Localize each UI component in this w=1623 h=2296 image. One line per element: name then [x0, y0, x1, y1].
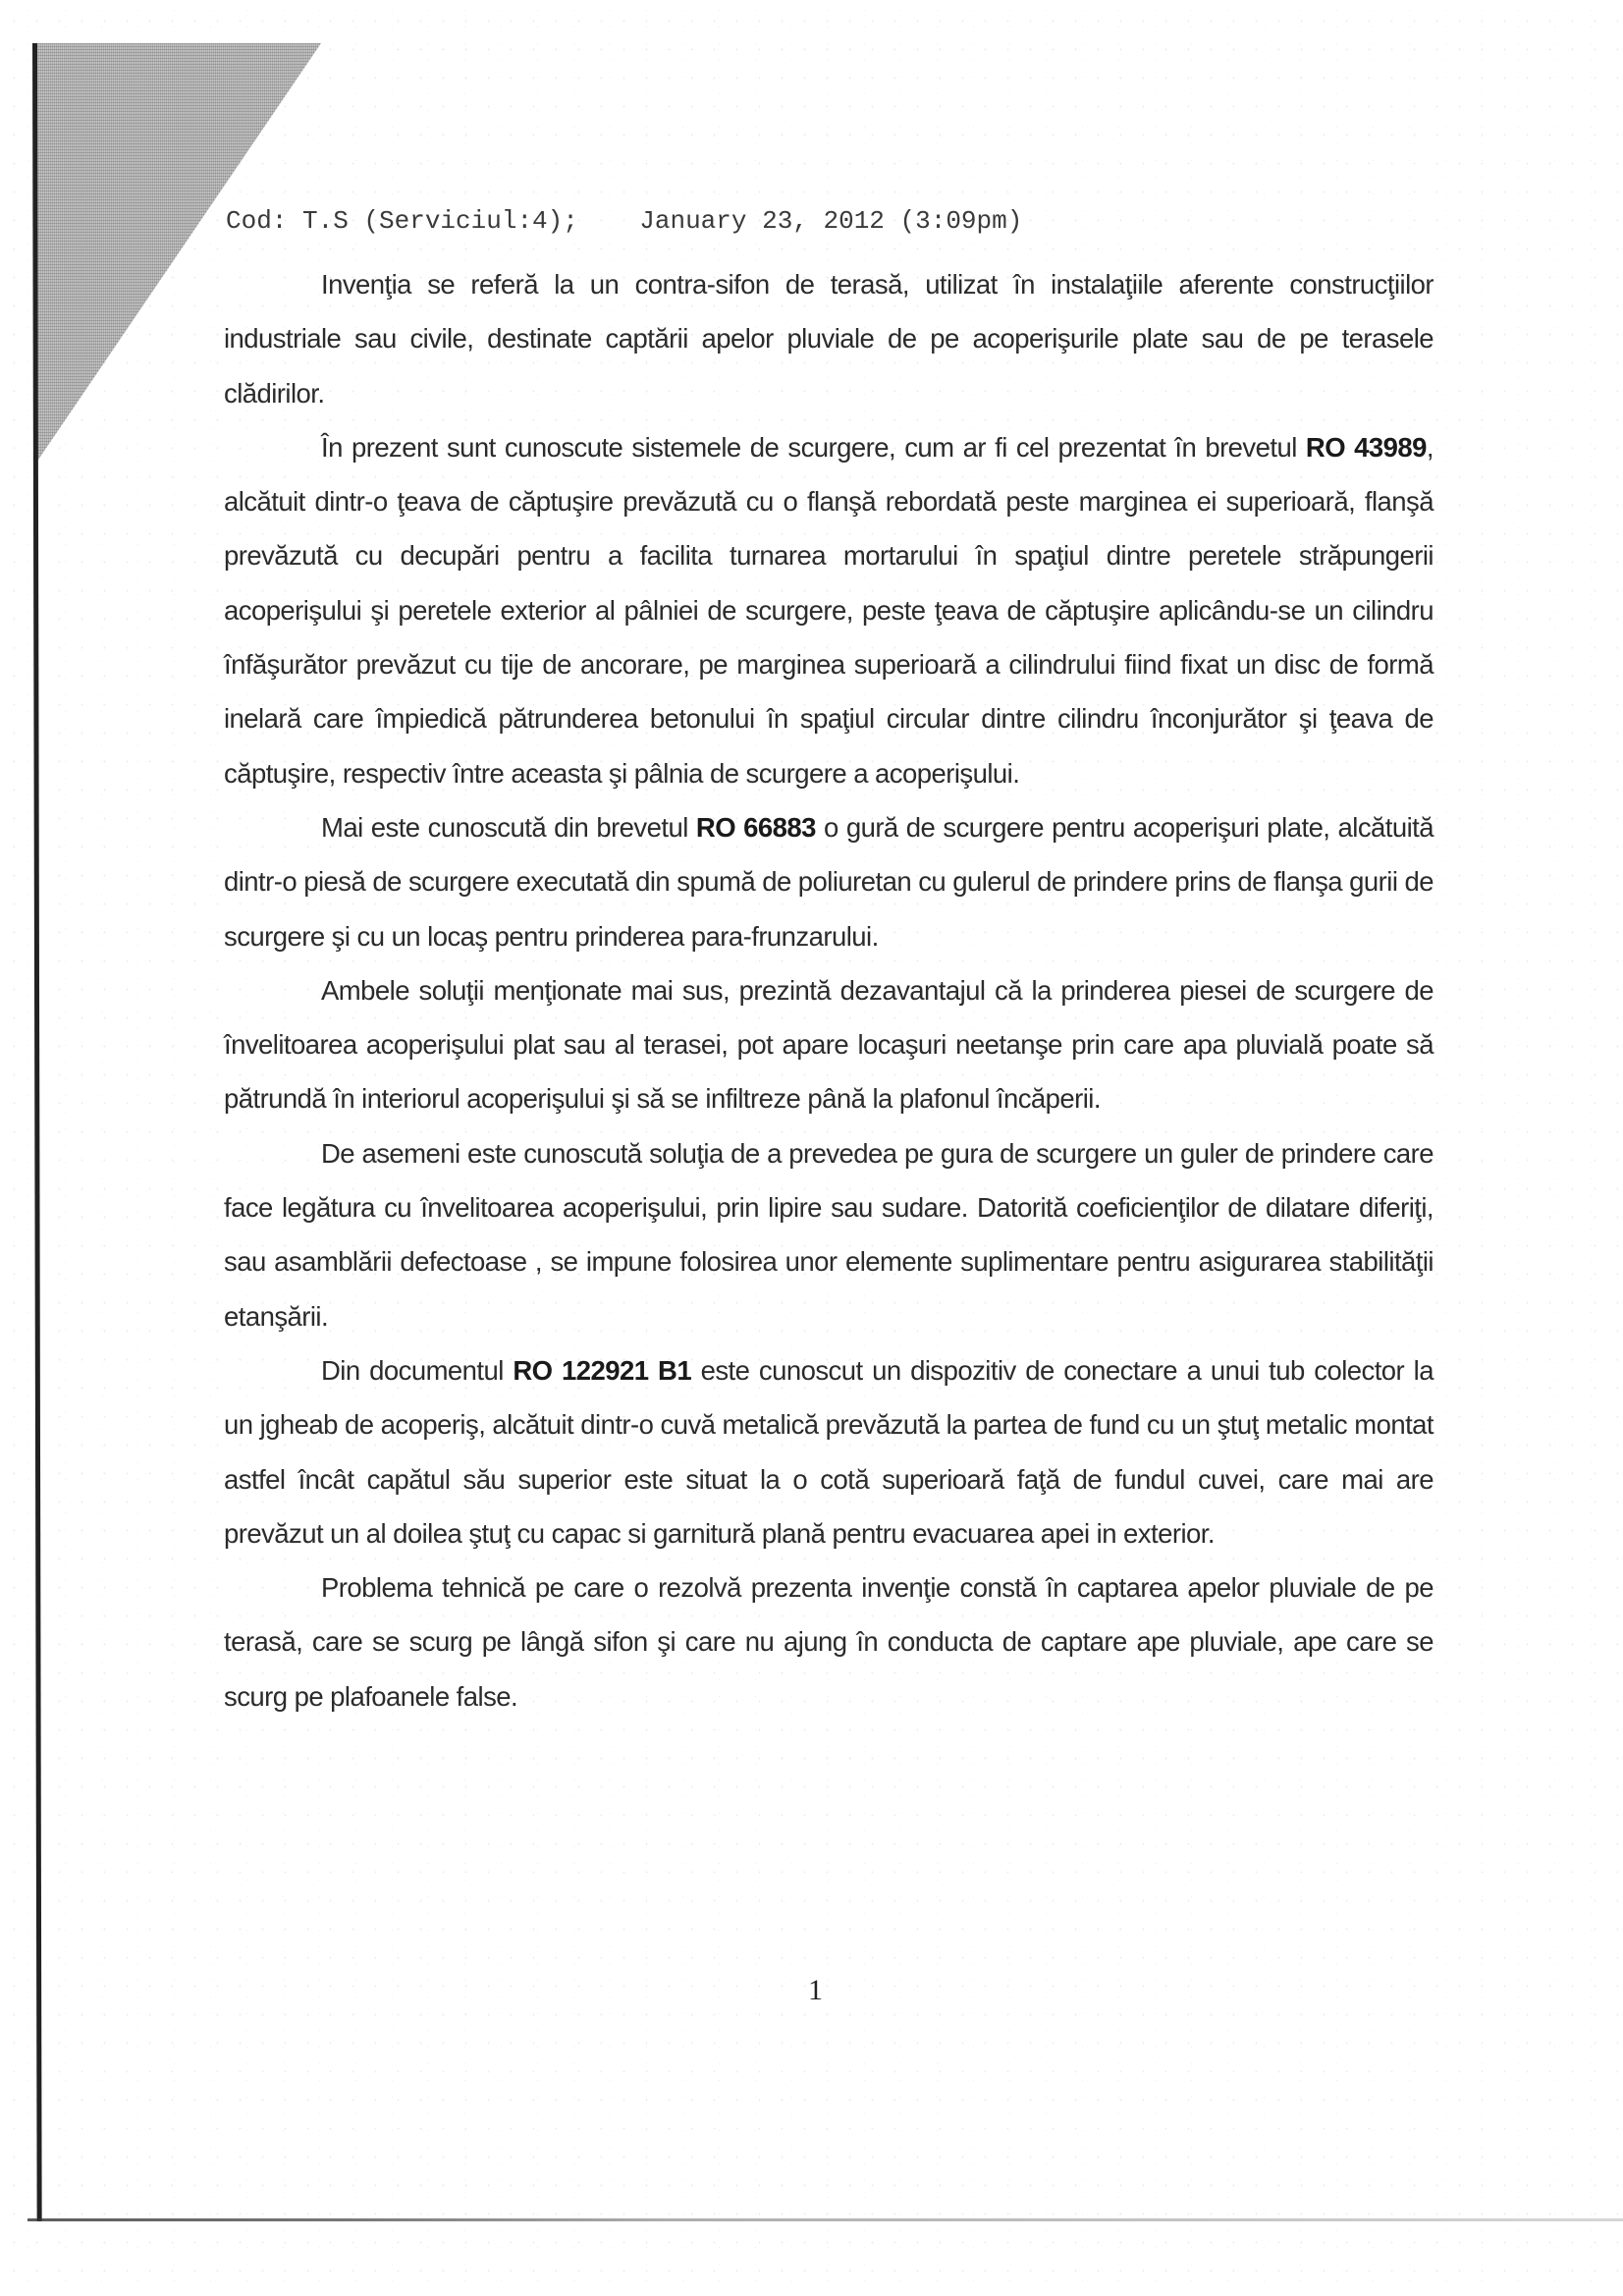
paragraph-text: Problema tehnică pe care o rezolvă prezenta invenţie constă în captarea apelor pluviale de pe terasă, care se scurg pe lângă sifon şi care nu ajung în conducta de captare ape pluviale, ape care se scurg pe plafoanele false. [224, 1572, 1434, 1712]
paragraph [224, 1126, 1434, 1343]
paragraph [224, 257, 1434, 420]
scan-bottom-edge [27, 2218, 1623, 2221]
paragraph [224, 1560, 1434, 1723]
paragraph-text: , alcătuit dintr-o ţeava de căptuşire prevăzută cu o flanşă rebordată peste marginea ei superioară, flanşă prevăzută cu decupări pentru a facilita turnarea mortarului în spaţiul dintre peretele străpungerii acoperişului şi peretele exterior al pâlniei de scurgere, peste ţeava de căptuşire aplicându-se un cilindru înfăşurător prevăzut cu tije de ancorare, pe marginea superioară a cilindrului fiind fixat un disc de formă inelară care împiedică pătrunderea betonului în spaţiul circular dintre cilindru înconjurător şi ţeava de căptuşire, respectiv între aceasta şi pâlnia de scurgere a acoperişului. [224, 431, 1434, 789]
page-number: 1 [808, 1974, 823, 2006]
patent-reference: RO 43989 [1305, 431, 1427, 463]
document-header: Cod: T.S (Serviciul:4); January 23, 2012 (3:09pm) [226, 206, 1023, 236]
document-body [224, 257, 1434, 1723]
paragraph [224, 1343, 1434, 1560]
paragraph-text: o gură de scurgere pentru acoperişuri plate, alcătuită dintr-o piesă de scurgere executată din spumă de poliuretan cu gulerul de prindere prins de flanşa gurii de scurgere şi cu un locaş pentru prinderea para-frunzarului. [224, 811, 1434, 952]
paragraph-text: Mai este cunoscută din brevetul [321, 811, 696, 843]
paragraph [224, 800, 1434, 963]
patent-reference: RO 122921 B1 [513, 1354, 692, 1386]
paragraph [224, 963, 1434, 1126]
paragraph-text: Invenţia se referă la un contra-sifon de terasă, utilizat în instalaţiile aferente construcţiilor industriale sau civile, destinate captării apelor pluviale de pe acoperişurile plate sau de pe terasele clădirilor. [224, 269, 1434, 409]
paragraph-text: În prezent sunt cunoscute sistemele de scurgere, cum ar fi cel prezentat în brevetul [321, 431, 1306, 463]
patent-reference: RO 66883 [695, 811, 816, 843]
paragraph-text: Din documentul [321, 1354, 514, 1386]
paragraph-text: De asemeni este cunoscută soluţia de a prevedea pe gura de scurgere un guler de prindere care face legătura cu învelitoarea acoperişului, prin lipire sau sudare. Datorită coeficienţilor de dilatare diferiţi, sau asamblării defectoase , se impune folosirea unor elemente suplimentare pentru asigurarea stabilităţii etanşării. [224, 1137, 1434, 1332]
paragraph-text: Ambele soluţii menţionate mai sus, prezintă dezavantajul că la prinderea piesei de scurgere de învelitoarea acoperişului plat sau al terasei, pot apare locaşuri neetanşe prin care apa pluvială poate să pătrundă în interiorul acoperişului şi să se infiltreze până la plafonul încăperii. [224, 974, 1434, 1115]
paragraph [224, 420, 1434, 800]
paragraph-text: este cunoscut un dispozitiv de conectare a unui tub colector la un jgheab de acoperiş, alcătuit dintr-o cuvă metalică prevăzută la partea de fund cu un ştuţ metalic montat astfel încât capătul său superior este situat la o cotă superioară faţă de fundul cuvei, care mai are prevăzut un al doilea ştuţ cu capac si garnitură plană pentru evacuarea apei in exterior. [224, 1354, 1434, 1549]
